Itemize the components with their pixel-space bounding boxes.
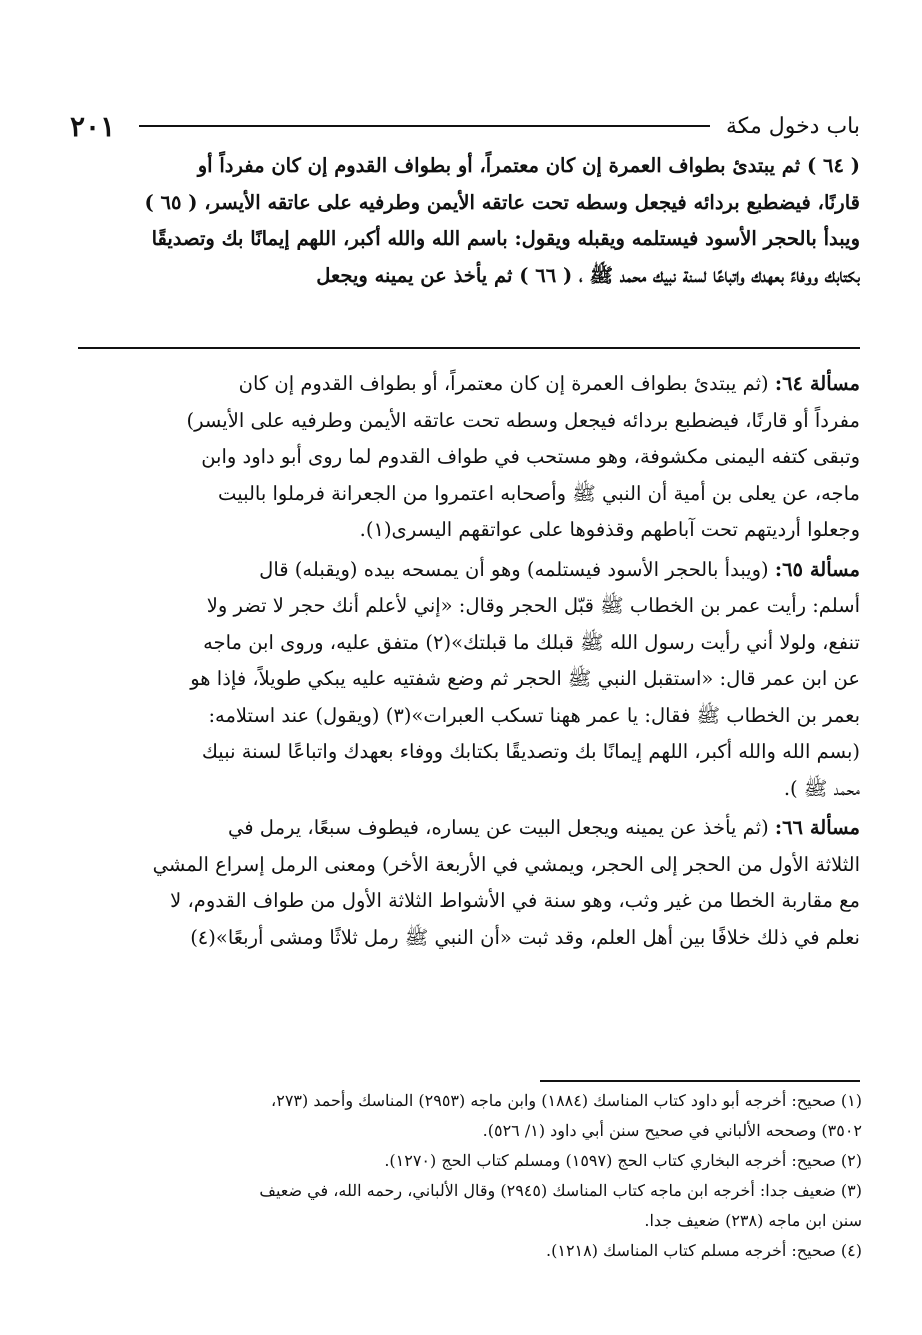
page-number: ٢٠١ xyxy=(70,109,116,143)
running-title: باب دخول مكة xyxy=(726,113,860,139)
sharh-text xyxy=(78,366,860,956)
masala-line: وجعلوا أرديتهم تحت آباطهم وقذفوها على عواتقهم اليسرى(١). xyxy=(359,518,860,541)
masala-first-line xyxy=(78,552,860,589)
matn-line: ( ٦٤ ) ثم يبتدئ بطواف العمرة إن كان معتمراً، أو بطواف القدوم إن كان مفرداً أو xyxy=(197,154,860,177)
matn-text xyxy=(78,148,860,294)
footnotes xyxy=(78,1086,862,1266)
matn-line: بكتابك ووفاءً بعهدك واتباعًا لسنة نبيك محمد ﷺ ، ( ٦٦ ) ثم يأخذ عن يمينه ويجعل xyxy=(316,263,860,287)
masala-line: مفرداً أو قارنًا، فيضطبع بردائه فيجعل وسطه تحت عاتقه الأيمن وطرفيه على الأيسر) xyxy=(186,408,860,432)
masala-line: تنفع، ولولا أني رأيت رسول الله ﷺ قبلك ما قبلتك»(٢) متفق عليه، وروى ابن ماجه xyxy=(203,630,860,654)
masala-66 xyxy=(78,810,860,956)
masala-line: (ثم يأخذ عن يمينه ويجعل البيت عن يساره، فيطوف سبعًا، يرمل في xyxy=(228,816,769,839)
footnote-line: (٤) صحيح: أخرجه مسلم كتاب المناسك (١٢١٨). xyxy=(546,1241,862,1260)
footnote-line: (٣) ضعيف جدا: أخرجه ابن ماجه كتاب المناسك (٢٩٤٥) وقال الألباني، رحمه الله، في ضعيف xyxy=(259,1181,862,1200)
footnote-separator xyxy=(540,1080,860,1082)
masala-line: الثلاثة الأول من الحجر إلى الحجر، ويمشي في الأربعة الأخر) ومعنى الرمل إسراع المشي xyxy=(152,852,860,876)
page-header xyxy=(70,108,860,144)
masala-line: وتبقى كتفه اليمنى مكشوفة، وهو مستحب في طواف القدوم لما روى أبو داود وابن xyxy=(201,445,860,468)
masala-line: أسلم: رأيت عمر بن الخطاب ﷺ قبّل الحجر وقال: «إني لأعلم أنك حجر لا تضر ولا xyxy=(206,594,860,617)
matn-line: ويبدأ بالحجر الأسود فيستلمه ويقبله ويقول: باسم الله والله أكبر، اللهم إيمانًا بك وتصديقًا xyxy=(151,227,860,250)
masala-first-line xyxy=(78,810,860,847)
masala-line: بعمر بن الخطاب ﷺ فقال: يا عمر ههنا تسكب العبرات»(٣) (ويقول) عند استلامه: xyxy=(208,703,860,727)
matn-line: قارنًا، فيضطبع بردائه فيجعل وسطه تحت عاتقه الأيمن وطرفيه على عاتقه الأيسر، ( ٦٥ ) xyxy=(144,190,860,214)
masala-line: محمد ﷺ ). xyxy=(783,776,860,800)
footnote-line: ٣٥٠٢) وصححه الألباني في صحيح سنن أبي داود (١/ ٥٢٦). xyxy=(482,1121,862,1140)
masala-line: ماجه، عن يعلى بن أمية أن النبي ﷺ وأصحابه اعتمروا من الجعرانة فرملوا بالبيت xyxy=(218,481,860,505)
matn-separator xyxy=(78,347,860,349)
masala-line: عن ابن عمر قال: «استقبل النبي ﷺ الحجر ثم وضع شفتيه عليه يبكي طويلاً، فإذا هو xyxy=(190,667,860,690)
footnote-line: (١) صحيح: أخرجه أبو داود كتاب المناسك (١٨٨٤) وابن ماجه (٢٩٥٣) المناسك وأحمد (٢٧٣، xyxy=(271,1091,862,1110)
masala-line: (ثم يبتدئ بطواف العمرة إن كان معتمراً، أو بطواف القدوم إن كان xyxy=(238,372,769,395)
masala-line: (ويبدأ بالحجر الأسود فيستلمه) وهو أن يمسحه بيده (ويقبله) قال xyxy=(259,557,769,581)
header-rule xyxy=(139,125,710,127)
masala-label: مسألة ٦٦: xyxy=(774,816,860,839)
masala-label: مسألة ٦٤: xyxy=(774,372,860,395)
footnote-line: (٢) صحيح: أخرجه البخاري كتاب الحج (١٥٩٧) ومسلم كتاب الحج (١٢٧٠). xyxy=(384,1151,862,1170)
masala-65 xyxy=(78,552,860,808)
masala-64 xyxy=(78,366,860,549)
masala-label: مسألة ٦٥: xyxy=(774,557,860,581)
masala-line: (بسم الله والله أكبر، اللهم إيمانًا بك وتصديقًا بكتابك ووفاء بعهدك واتباعًا لسنة نبيك xyxy=(201,740,860,763)
masala-line: مع مقاربة الخطا من غير وثب، وهو سنة في الأشواط الثلاثة الأول من طواف القدوم، لا xyxy=(170,889,860,912)
masala-line: نعلم في ذلك خلافًا بين أهل العلم، وقد ثبت «أن النبي ﷺ رمل ثلاثًا ومشى أربعًا»(٤) xyxy=(190,925,860,949)
footnote-line: سنن ابن ماجه (٢٣٨) ضعيف جدا. xyxy=(644,1211,862,1230)
masala-first-line xyxy=(78,366,860,403)
